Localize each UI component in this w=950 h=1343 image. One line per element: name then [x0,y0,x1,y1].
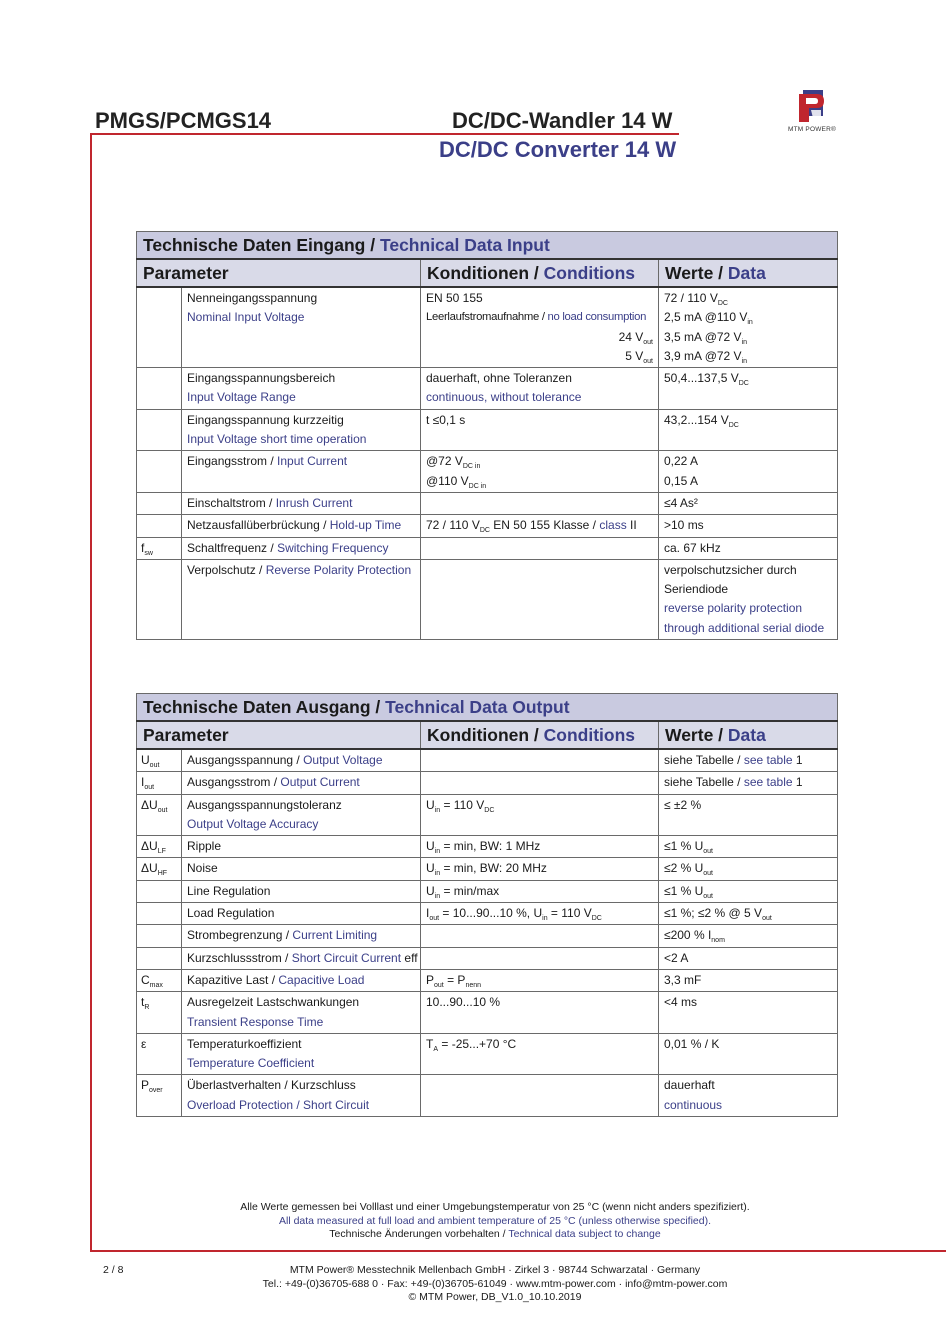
value-cell: ≤1 % $U_{out}$ [659,880,838,902]
value-cell: siehe Tabelle / see table 1 [659,772,838,794]
footer-note-changes: Technische Änderungen vorbehalten / Technical data subject to change [329,1228,661,1240]
symbol-cell [137,409,182,451]
column-header-parameter: Parameter [137,721,421,749]
table-row [137,858,838,880]
parameter-cell: Eingangsspannung kurzzeitig Input Voltage short time operation [182,409,421,451]
table-row [137,515,838,537]
value-cell: 72 / 110 $V_{DC}$ 2,5 mA @110 $V_{in}$ 3,5 mA @72 $V_{in}$ 3,9 mA @72 $V_{in}$ [659,287,838,368]
parameter-cell: Ausregelzeit Lastschwankungen Transient Response Time [182,992,421,1034]
condition-cell: 10...90...10 % [421,992,659,1034]
table-row [137,749,838,772]
footer-notes [95,1201,895,1242]
value-cell: dauerhaft continuous [659,1075,838,1117]
parameter-cell: Ausgangsspannungstoleranz Output Voltage Accuracy [182,794,421,836]
company-logo [784,88,840,133]
condition-cell [421,1075,659,1117]
table-row [137,492,838,514]
symbol-cell [137,451,182,493]
symbol-cell: $P_{over}$ [137,1075,182,1117]
page-title-english: DC/DC Converter 14 W [439,137,677,162]
condition-cell [421,947,659,969]
condition-cell: $U_{in} = \min/\max$ [421,880,659,902]
symbol-cell [137,925,182,947]
condition-cell [421,559,659,639]
symbol-cell [137,287,182,368]
table-row [137,969,838,991]
value-cell: 50,4...137,5 $V_{DC}$ [659,368,838,410]
table-row [137,836,838,858]
condition-cell: $T_A = -25...+70$ °C [421,1033,659,1075]
table-row [137,559,838,639]
parameter-cell: Load Regulation [182,903,421,925]
input-table-title: Technische Daten Eingang / Technical Data Input [137,232,838,260]
symbol-cell: $f_{sw}$ [137,537,182,559]
footer-note-german: Alle Werte gemessen bei Volllast und einer Umgebungstemperatur von 25 °C (wenn nicht anders spezifiziert). [240,1201,750,1213]
condition-cell [421,492,659,514]
parameter-cell: Ausgangsstrom / Output Current [182,772,421,794]
parameter-cell: Temperaturkoeffizient Temperature Coefficient [182,1033,421,1075]
condition-cell: EN 50 155 Leerlaufstromaufnahme / no load consumption 24 $V_{out}$ 5 $V_{out}$ [421,287,659,368]
value-cell: siehe Tabelle / see table 1 [659,749,838,772]
column-header-values: Werte / Data [659,721,838,749]
symbol-cell [137,903,182,925]
document-id: PMGS/PCMGS14 [95,108,272,133]
symbol-cell [137,880,182,902]
parameter-cell: Eingangsstrom / Input Current [182,451,421,493]
company-contact: Tel.: +49-(0)36705-688 0 · Fax: +49-(0)36705-61049 · www.mtm-power.com · info@mtm-power.com [262,1277,728,1290]
frame-footer-line [90,1250,946,1252]
parameter-cell: Ripple [182,836,421,858]
symbol-cell: $I_{out}$ [137,772,182,794]
condition-cell [421,925,659,947]
parameter-cell: Verpolschutz / Reverse Polarity Protection [182,559,421,639]
output-table-header-row [137,721,838,749]
parameter-cell: Kapazitive Last / Capacitive Load [182,969,421,991]
value-cell: ca. 67 kHz [659,537,838,559]
table-row [137,992,838,1034]
condition-cell: $U_{in} = \min$, BW: 1 MHz [421,836,659,858]
input-data-table [136,231,838,640]
column-header-conditions: Konditionen / Conditions [421,259,659,287]
table-row [137,287,838,368]
table-row [137,1033,838,1075]
symbol-cell [137,947,182,969]
table-row [137,1075,838,1117]
output-table-title: Technische Daten Ausgang / Technical Data Output [137,694,838,722]
value-cell: <2 A [659,947,838,969]
symbol-cell: $\Delta U_{HF}$ [137,858,182,880]
value-cell: verpolschutzsicher durch Seriendiode reverse polarity protection through additional serial diode [659,559,838,639]
parameter-cell: Nenneingangsspannung Nominal Input Voltage [182,287,421,368]
parameter-cell: Schaltfrequenz / Switching Frequency [182,537,421,559]
parameter-cell: Kurzschlussstrom / Short Circuit Current eff [182,947,421,969]
parameter-cell: Strombegrenzung / Current Limiting [182,925,421,947]
value-cell: ≤4 As² [659,492,838,514]
table-row [137,903,838,925]
table-row [137,947,838,969]
value-cell: 0,01 % / K [659,1033,838,1075]
company-address: MTM Power® Messtechnik Mellenbach GmbH · Zirkel 3 · 98744 Schwarzatal · Germany [289,1264,701,1276]
page-number: 2 / 8 [103,1264,124,1276]
table-row [137,794,838,836]
value-cell: ≤1 % $U_{out}$ [659,836,838,858]
symbol-cell: ε [137,1033,182,1075]
condition-cell: @72 $V_{DC in}$ @110 $V_{DC in}$ [421,451,659,493]
company-info [95,1264,895,1305]
table-row [137,772,838,794]
value-cell: >10 ms [659,515,838,537]
page-title-german: DC/DC-Wandler 14 W [452,108,673,133]
symbol-cell: $\Delta U_{out}$ [137,794,182,836]
mtm-logo-icon [797,88,827,124]
condition-cell: 72 / 110 $V_{DC}$ EN 50 155 Klasse / class II [421,515,659,537]
output-table-title-row [137,694,838,722]
parameter-cell: Überlastverhalten / Kurzschluss Overload Protection / Short Circuit [182,1075,421,1117]
parameter-cell: Einschaltstrom / Inrush Current [182,492,421,514]
frame-left-line [90,133,92,1252]
value-cell: ≤2 % $U_{out}$ [659,858,838,880]
table-row [137,537,838,559]
column-header-conditions: Konditionen / Conditions [421,721,659,749]
parameter-cell: Eingangsspannungsbereich Input Voltage Range [182,368,421,410]
symbol-cell: $U_{out}$ [137,749,182,772]
input-table-title-row [137,232,838,260]
symbol-cell [137,559,182,639]
condition-cell: $U_{in} = \min$, BW: 20 MHz [421,858,659,880]
column-header-values: Werte / Data [659,259,838,287]
parameter-cell: Netzausfallüberbrückung / Hold-up Time [182,515,421,537]
value-cell: 43,2...154 $V_{DC}$ [659,409,838,451]
symbol-cell: $t_R$ [137,992,182,1034]
value-cell: ≤200 % $I_{nom}$ [659,925,838,947]
condition-cell: $P_{out} = P_{nenn}$ [421,969,659,991]
output-data-table [136,693,838,1117]
symbol-cell: $C_{max}$ [137,969,182,991]
value-cell: 3,3 mF [659,969,838,991]
table-row [137,368,838,410]
footer-note-english: All data measured at full load and ambient temperature of 25 °C (unless otherwise specified). [278,1214,711,1227]
condition-cell: $I_{out} = 10...90...10$ %, $U_{in} = 110$ $V_{DC}$ [421,903,659,925]
symbol-cell [137,515,182,537]
condition-cell [421,749,659,772]
table-row [137,880,838,902]
condition-cell: $U_{in} = 110$ $V_{DC}$ [421,794,659,836]
value-cell: 0,22 A 0,15 A [659,451,838,493]
condition-cell [421,772,659,794]
symbol-cell [137,492,182,514]
copyright: © MTM Power, DB_V1.0_10.10.2019 [408,1291,582,1303]
value-cell: <4 ms [659,992,838,1034]
table-row [137,409,838,451]
column-header-parameter: Parameter [137,259,421,287]
table-row [137,925,838,947]
condition-cell [421,537,659,559]
condition-cell: dauerhaft, ohne Toleranzen continuous, without tolerance [421,368,659,410]
table-row [137,451,838,493]
symbol-cell [137,368,182,410]
input-table-header-row [137,259,838,287]
parameter-cell: Noise [182,858,421,880]
logo-wordmark: MTM POWER® [788,126,836,133]
value-cell: ≤1 %; ≤2 % @ 5 $V_{out}$ [659,903,838,925]
value-cell: ≤ ±2 % [659,794,838,836]
condition-cell: t ≤0,1 s [421,409,659,451]
symbol-cell: $\Delta U_{LF}$ [137,836,182,858]
parameter-cell: Line Regulation [182,880,421,902]
parameter-cell: Ausgangsspannung / Output Voltage [182,749,421,772]
